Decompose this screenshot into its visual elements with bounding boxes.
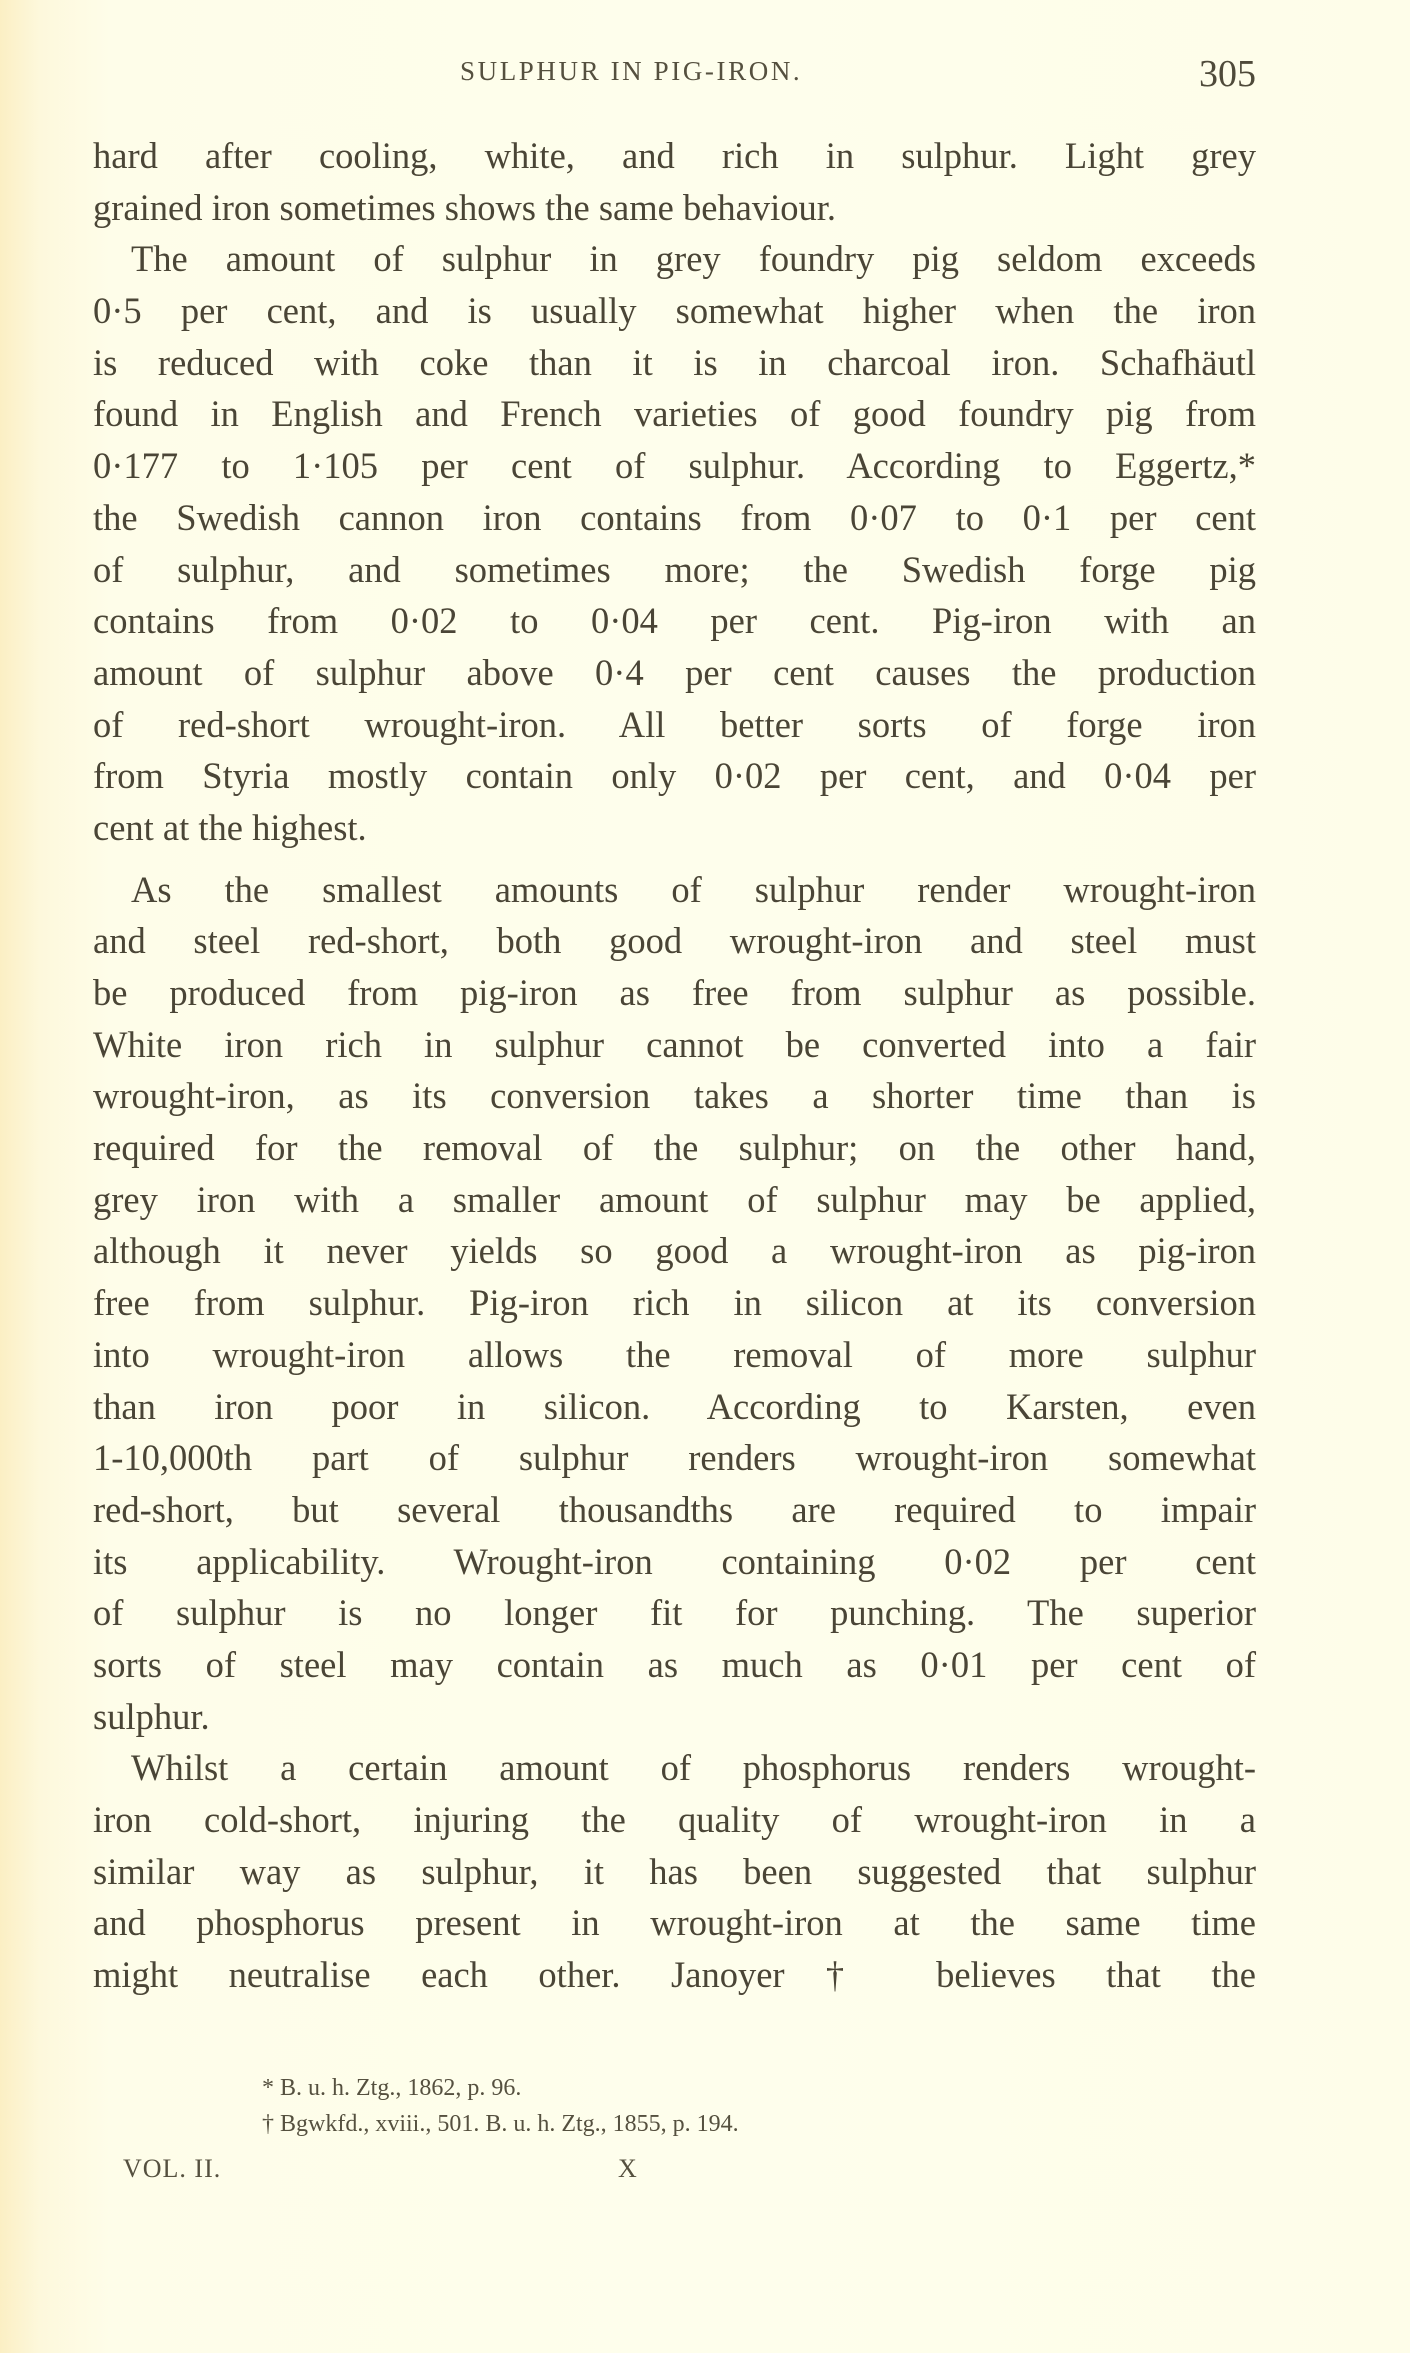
text-line: is reduced with coke than it is in charcoal iron. Schafhäutl	[93, 341, 1256, 383]
paragraph-gap	[93, 854, 1256, 864]
text-line: similar way as sulphur, it has been suggested that sulphur	[93, 1850, 1256, 1892]
text-line: into wrought-iron allows the removal of more sulphur	[93, 1333, 1256, 1375]
text-line: contains from 0·02 to 0·04 per cent. Pig-iron with an	[93, 600, 1256, 642]
text-line: grained iron sometimes shows the same behaviour.	[93, 186, 837, 228]
text-line: red-short, but several thousandths are required to impair	[93, 1488, 1256, 1530]
footnote-asterisk: * B. u. h. Ztg., 1862, p. 96.	[262, 2075, 522, 2101]
signature-mark: X	[618, 2154, 638, 2183]
text-line: might neutralise each other. Janoyer† believes that the	[93, 1954, 1256, 1996]
text-line: iron cold-short, injuring the quality of wrought-iron in a	[93, 1799, 1256, 1840]
running-title: SULPHUR IN PIG-IRON.	[460, 56, 803, 86]
footnotes	[262, 2070, 739, 2142]
volume-label: VOL. II.	[123, 2154, 222, 2183]
text-line: hard after cooling, white, and rich in sulphur. Light grey	[93, 135, 1256, 176]
text-line: and steel red-short, both good wrought-iron and steel must	[93, 920, 1256, 962]
text-line: grey iron with a smaller amount of sulphur may be applied,	[93, 1178, 1256, 1220]
text-line: 0·177 to 1·105 per cent of sulphur. According to Eggertz,*	[93, 445, 1256, 487]
page-number: 305	[1199, 53, 1256, 95]
text-line: sulphur.	[93, 1695, 210, 1737]
paragraph	[93, 864, 1256, 1743]
text-line: sorts of steel may contain as much as 0·01 per cent of	[93, 1643, 1256, 1685]
paragraph	[93, 233, 1256, 853]
text-line: 1-10,000th part of sulphur renders wrought-iron somewhat	[93, 1437, 1256, 1479]
text-line: White iron rich in sulphur cannot be converted into a fair	[93, 1023, 1256, 1065]
text-line: and phosphorus present in wrought-iron at the same time	[93, 1902, 1256, 1944]
text-line: Whilst a certain amount of phosphorus renders wrought-	[131, 1747, 1256, 1789]
running-head	[93, 52, 1258, 100]
text-line: its applicability. Wrought-iron containing 0·02 per cent	[93, 1540, 1256, 1582]
text-line: free from sulphur. Pig-iron rich in silicon at its conversion	[93, 1282, 1256, 1324]
text-line: than iron poor in silicon. According to Karsten, even	[93, 1385, 1256, 1427]
text-line: required for the removal of the sulphur; on the other hand,	[93, 1127, 1256, 1169]
text-line: from Styria mostly contain only 0·02 per cent, and 0·04 per	[93, 755, 1256, 797]
text-line: of sulphur, and sometimes more; the Swedish forge pig	[93, 548, 1256, 590]
text-line: wrought-iron, as its conversion takes a shorter time than is	[93, 1075, 1256, 1117]
footnote-dagger: † Bgwkfd., xviii., 501. B. u. h. Ztg., 1855, p. 194.	[262, 2111, 739, 2137]
text-line: of sulphur is no longer fit for punching. The superior	[93, 1592, 1256, 1634]
text-line: although it never yields so good a wrought-iron as pig-iron	[93, 1230, 1256, 1272]
text-line: the Swedish cannon iron contains from 0·07 to 0·1 per cent	[93, 496, 1256, 538]
body-text	[93, 130, 1256, 2001]
paragraph	[93, 130, 1256, 233]
text-line: of red-short wrought-iron. All better sorts of forge iron	[93, 703, 1256, 745]
text-line: The amount of sulphur in grey foundry pig seldom exceeds	[131, 238, 1256, 280]
text-line: amount of sulphur above 0·4 per cent causes the production	[93, 651, 1256, 693]
text-line: 0·5 per cent, and is usually somewhat higher when the iron	[93, 290, 1256, 332]
text-line: cent at the highest.	[93, 806, 367, 848]
text-line: be produced from pig-iron as free from sulphur as possible.	[93, 972, 1256, 1013]
text-line: found in English and French varieties of good foundry pig from	[93, 393, 1256, 435]
paragraph	[93, 1742, 1256, 2000]
text-line: As the smallest amounts of sulphur render wrought-iron	[131, 868, 1256, 910]
